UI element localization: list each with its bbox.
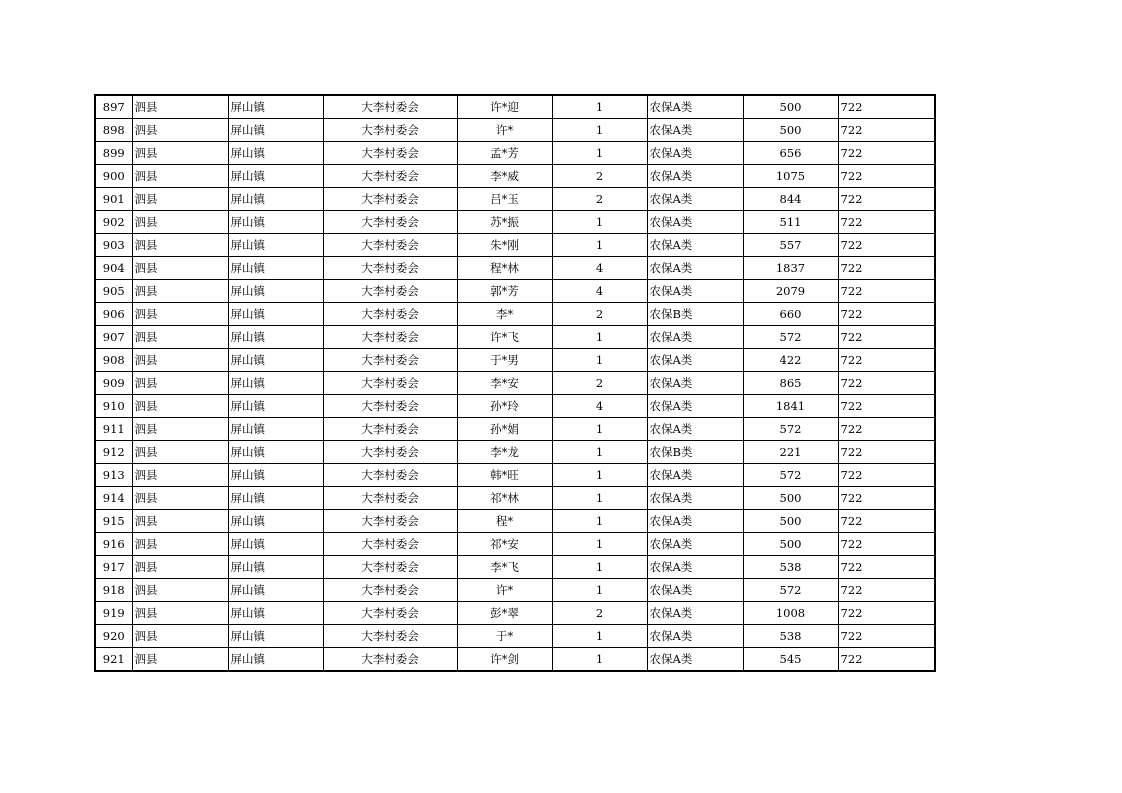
category-cell: 农保A类 [647, 602, 743, 625]
sequence-cell: 920 [95, 625, 132, 648]
category-cell: 农保A类 [647, 418, 743, 441]
table-row [95, 648, 935, 672]
household-count-cell: 4 [552, 280, 647, 303]
village-committee-cell: 大李村委会 [323, 326, 457, 349]
household-count-cell: 2 [552, 602, 647, 625]
standard-cell: 722 [838, 326, 935, 349]
village-committee-cell: 大李村委会 [323, 211, 457, 234]
amount-cell: 1008 [743, 602, 838, 625]
amount-cell: 660 [743, 303, 838, 326]
village-committee-cell: 大李村委会 [323, 510, 457, 533]
county-cell: 泗县 [132, 648, 228, 672]
town-cell: 屏山镇 [228, 349, 323, 372]
town-cell: 屏山镇 [228, 602, 323, 625]
village-committee-cell: 大李村委会 [323, 165, 457, 188]
county-cell: 泗县 [132, 257, 228, 280]
household-count-cell: 1 [552, 556, 647, 579]
household-count-cell: 1 [552, 579, 647, 602]
amount-cell: 572 [743, 418, 838, 441]
sequence-cell: 901 [95, 188, 132, 211]
standard-cell: 722 [838, 142, 935, 165]
county-cell: 泗县 [132, 441, 228, 464]
town-cell: 屏山镇 [228, 280, 323, 303]
standard-cell: 722 [838, 188, 935, 211]
name-cell: 许*剑 [457, 648, 552, 672]
county-cell: 泗县 [132, 487, 228, 510]
household-count-cell: 1 [552, 648, 647, 672]
amount-cell: 500 [743, 533, 838, 556]
sequence-cell: 902 [95, 211, 132, 234]
household-count-cell: 1 [552, 234, 647, 257]
standard-cell: 722 [838, 533, 935, 556]
standard-cell: 722 [838, 372, 935, 395]
sequence-cell: 907 [95, 326, 132, 349]
name-cell: 孙*玲 [457, 395, 552, 418]
standard-cell: 722 [838, 602, 935, 625]
town-cell: 屏山镇 [228, 533, 323, 556]
amount-cell: 511 [743, 211, 838, 234]
sequence-cell: 905 [95, 280, 132, 303]
county-cell: 泗县 [132, 602, 228, 625]
table-row [95, 142, 935, 165]
amount-cell: 557 [743, 234, 838, 257]
town-cell: 屏山镇 [228, 418, 323, 441]
category-cell: 农保A类 [647, 280, 743, 303]
table-row [95, 625, 935, 648]
town-cell: 屏山镇 [228, 464, 323, 487]
sequence-cell: 899 [95, 142, 132, 165]
category-cell: 农保A类 [647, 625, 743, 648]
town-cell: 屏山镇 [228, 648, 323, 672]
county-cell: 泗县 [132, 234, 228, 257]
name-cell: 许* [457, 119, 552, 142]
name-cell: 李*飞 [457, 556, 552, 579]
category-cell: 农保A类 [647, 326, 743, 349]
village-committee-cell: 大李村委会 [323, 257, 457, 280]
county-cell: 泗县 [132, 303, 228, 326]
standard-cell: 722 [838, 119, 935, 142]
county-cell: 泗县 [132, 165, 228, 188]
table-row [95, 257, 935, 280]
table-row [95, 418, 935, 441]
sequence-cell: 916 [95, 533, 132, 556]
household-count-cell: 2 [552, 303, 647, 326]
table-row [95, 533, 935, 556]
sequence-cell: 900 [95, 165, 132, 188]
village-committee-cell: 大李村委会 [323, 441, 457, 464]
village-committee-cell: 大李村委会 [323, 119, 457, 142]
table-row [95, 303, 935, 326]
standard-cell: 722 [838, 234, 935, 257]
village-committee-cell: 大李村委会 [323, 464, 457, 487]
amount-cell: 1841 [743, 395, 838, 418]
category-cell: 农保A类 [647, 257, 743, 280]
household-count-cell: 1 [552, 533, 647, 556]
amount-cell: 538 [743, 625, 838, 648]
table-row [95, 165, 935, 188]
category-cell: 农保A类 [647, 395, 743, 418]
household-count-cell: 2 [552, 188, 647, 211]
county-cell: 泗县 [132, 326, 228, 349]
sequence-cell: 897 [95, 95, 132, 119]
category-cell: 农保A类 [647, 188, 743, 211]
name-cell: 李*威 [457, 165, 552, 188]
name-cell: 彭*翠 [457, 602, 552, 625]
name-cell: 李*龙 [457, 441, 552, 464]
category-cell: 农保A类 [647, 556, 743, 579]
town-cell: 屏山镇 [228, 95, 323, 119]
category-cell: 农保B类 [647, 441, 743, 464]
town-cell: 屏山镇 [228, 188, 323, 211]
village-committee-cell: 大李村委会 [323, 95, 457, 119]
household-count-cell: 1 [552, 441, 647, 464]
amount-cell: 656 [743, 142, 838, 165]
village-committee-cell: 大李村委会 [323, 303, 457, 326]
county-cell: 泗县 [132, 349, 228, 372]
amount-cell: 1837 [743, 257, 838, 280]
town-cell: 屏山镇 [228, 625, 323, 648]
category-cell: 农保B类 [647, 303, 743, 326]
standard-cell: 722 [838, 95, 935, 119]
standard-cell: 722 [838, 303, 935, 326]
sequence-cell: 898 [95, 119, 132, 142]
amount-cell: 844 [743, 188, 838, 211]
village-committee-cell: 大李村委会 [323, 556, 457, 579]
town-cell: 屏山镇 [228, 303, 323, 326]
name-cell: 程*林 [457, 257, 552, 280]
table-row [95, 119, 935, 142]
village-committee-cell: 大李村委会 [323, 579, 457, 602]
name-cell: 祁*安 [457, 533, 552, 556]
standard-cell: 722 [838, 579, 935, 602]
standard-cell: 722 [838, 556, 935, 579]
village-committee-cell: 大李村委会 [323, 188, 457, 211]
name-cell: 吕*玉 [457, 188, 552, 211]
household-count-cell: 4 [552, 395, 647, 418]
county-cell: 泗县 [132, 119, 228, 142]
table-row [95, 510, 935, 533]
village-committee-cell: 大李村委会 [323, 625, 457, 648]
sequence-cell: 913 [95, 464, 132, 487]
village-committee-cell: 大李村委会 [323, 234, 457, 257]
amount-cell: 572 [743, 579, 838, 602]
name-cell: 祁*林 [457, 487, 552, 510]
sequence-cell: 910 [95, 395, 132, 418]
category-cell: 农保A类 [647, 533, 743, 556]
town-cell: 屏山镇 [228, 234, 323, 257]
table-row [95, 280, 935, 303]
name-cell: 许*迎 [457, 95, 552, 119]
amount-cell: 538 [743, 556, 838, 579]
amount-cell: 500 [743, 487, 838, 510]
town-cell: 屏山镇 [228, 579, 323, 602]
county-cell: 泗县 [132, 510, 228, 533]
household-count-cell: 1 [552, 418, 647, 441]
table-row [95, 234, 935, 257]
table-row [95, 372, 935, 395]
amount-cell: 221 [743, 441, 838, 464]
name-cell: 程* [457, 510, 552, 533]
table-row [95, 464, 935, 487]
category-cell: 农保A类 [647, 142, 743, 165]
standard-cell: 722 [838, 487, 935, 510]
household-count-cell: 1 [552, 326, 647, 349]
sequence-cell: 915 [95, 510, 132, 533]
standard-cell: 722 [838, 257, 935, 280]
category-cell: 农保A类 [647, 165, 743, 188]
name-cell: 郭*芳 [457, 280, 552, 303]
village-committee-cell: 大李村委会 [323, 142, 457, 165]
category-cell: 农保A类 [647, 349, 743, 372]
standard-cell: 722 [838, 349, 935, 372]
category-cell: 农保A类 [647, 95, 743, 119]
county-cell: 泗县 [132, 464, 228, 487]
town-cell: 屏山镇 [228, 556, 323, 579]
town-cell: 屏山镇 [228, 142, 323, 165]
village-committee-cell: 大李村委会 [323, 280, 457, 303]
table-row [95, 349, 935, 372]
town-cell: 屏山镇 [228, 326, 323, 349]
standard-cell: 722 [838, 464, 935, 487]
sequence-cell: 903 [95, 234, 132, 257]
village-committee-cell: 大李村委会 [323, 372, 457, 395]
household-count-cell: 1 [552, 211, 647, 234]
sequence-cell: 904 [95, 257, 132, 280]
sequence-cell: 906 [95, 303, 132, 326]
village-committee-cell: 大李村委会 [323, 418, 457, 441]
category-cell: 农保A类 [647, 648, 743, 672]
town-cell: 屏山镇 [228, 395, 323, 418]
table-row [95, 556, 935, 579]
county-cell: 泗县 [132, 418, 228, 441]
town-cell: 屏山镇 [228, 211, 323, 234]
table-row [95, 441, 935, 464]
table-row [95, 602, 935, 625]
category-cell: 农保A类 [647, 372, 743, 395]
town-cell: 屏山镇 [228, 372, 323, 395]
county-cell: 泗县 [132, 556, 228, 579]
town-cell: 屏山镇 [228, 257, 323, 280]
household-count-cell: 2 [552, 372, 647, 395]
village-committee-cell: 大李村委会 [323, 487, 457, 510]
county-cell: 泗县 [132, 372, 228, 395]
amount-cell: 2079 [743, 280, 838, 303]
amount-cell: 500 [743, 95, 838, 119]
amount-cell: 865 [743, 372, 838, 395]
name-cell: 李* [457, 303, 552, 326]
town-cell: 屏山镇 [228, 510, 323, 533]
standard-cell: 722 [838, 165, 935, 188]
village-committee-cell: 大李村委会 [323, 349, 457, 372]
household-count-cell: 1 [552, 625, 647, 648]
standard-cell: 722 [838, 418, 935, 441]
amount-cell: 1075 [743, 165, 838, 188]
county-cell: 泗县 [132, 625, 228, 648]
name-cell: 苏*振 [457, 211, 552, 234]
sequence-cell: 908 [95, 349, 132, 372]
household-count-cell: 1 [552, 464, 647, 487]
category-cell: 农保A类 [647, 464, 743, 487]
name-cell: 孙*娟 [457, 418, 552, 441]
village-committee-cell: 大李村委会 [323, 533, 457, 556]
county-cell: 泗县 [132, 579, 228, 602]
sequence-cell: 921 [95, 648, 132, 672]
table-body [95, 95, 935, 671]
standard-cell: 722 [838, 211, 935, 234]
county-cell: 泗县 [132, 211, 228, 234]
amount-cell: 545 [743, 648, 838, 672]
household-count-cell: 1 [552, 510, 647, 533]
category-cell: 农保A类 [647, 510, 743, 533]
table-row [95, 395, 935, 418]
table-row [95, 487, 935, 510]
household-count-cell: 1 [552, 487, 647, 510]
county-cell: 泗县 [132, 280, 228, 303]
category-cell: 农保A类 [647, 119, 743, 142]
standard-cell: 722 [838, 280, 935, 303]
household-count-cell: 1 [552, 349, 647, 372]
sequence-cell: 918 [95, 579, 132, 602]
name-cell: 于* [457, 625, 552, 648]
county-cell: 泗县 [132, 188, 228, 211]
name-cell: 于*男 [457, 349, 552, 372]
category-cell: 农保A类 [647, 234, 743, 257]
county-cell: 泗县 [132, 395, 228, 418]
county-cell: 泗县 [132, 95, 228, 119]
sequence-cell: 911 [95, 418, 132, 441]
category-cell: 农保A类 [647, 579, 743, 602]
village-committee-cell: 大李村委会 [323, 395, 457, 418]
county-cell: 泗县 [132, 533, 228, 556]
town-cell: 屏山镇 [228, 165, 323, 188]
standard-cell: 722 [838, 625, 935, 648]
name-cell: 朱*刚 [457, 234, 552, 257]
table-row [95, 211, 935, 234]
table-row [95, 579, 935, 602]
standard-cell: 722 [838, 395, 935, 418]
sequence-cell: 919 [95, 602, 132, 625]
name-cell: 许* [457, 579, 552, 602]
standard-cell: 722 [838, 510, 935, 533]
beneficiary-table [94, 94, 936, 672]
household-count-cell: 1 [552, 142, 647, 165]
town-cell: 屏山镇 [228, 119, 323, 142]
town-cell: 屏山镇 [228, 441, 323, 464]
table-row [95, 188, 935, 211]
household-count-cell: 1 [552, 119, 647, 142]
sequence-cell: 909 [95, 372, 132, 395]
town-cell: 屏山镇 [228, 487, 323, 510]
amount-cell: 500 [743, 510, 838, 533]
sequence-cell: 912 [95, 441, 132, 464]
category-cell: 农保A类 [647, 487, 743, 510]
amount-cell: 422 [743, 349, 838, 372]
household-count-cell: 2 [552, 165, 647, 188]
name-cell: 许*飞 [457, 326, 552, 349]
village-committee-cell: 大李村委会 [323, 648, 457, 672]
county-cell: 泗县 [132, 142, 228, 165]
table-row [95, 95, 935, 119]
amount-cell: 572 [743, 326, 838, 349]
category-cell: 农保A类 [647, 211, 743, 234]
name-cell: 韩*旺 [457, 464, 552, 487]
standard-cell: 722 [840, 652, 863, 666]
amount-cell: 572 [743, 464, 838, 487]
table-row [95, 326, 935, 349]
amount-cell: 500 [743, 119, 838, 142]
sequence-cell: 917 [95, 556, 132, 579]
household-count-cell: 4 [552, 257, 647, 280]
household-count-cell: 1 [552, 95, 647, 119]
standard-cell: 722 [838, 441, 935, 464]
name-cell: 孟*芳 [457, 142, 552, 165]
village-committee-cell: 大李村委会 [323, 602, 457, 625]
sequence-cell: 914 [95, 487, 132, 510]
name-cell: 李*安 [457, 372, 552, 395]
